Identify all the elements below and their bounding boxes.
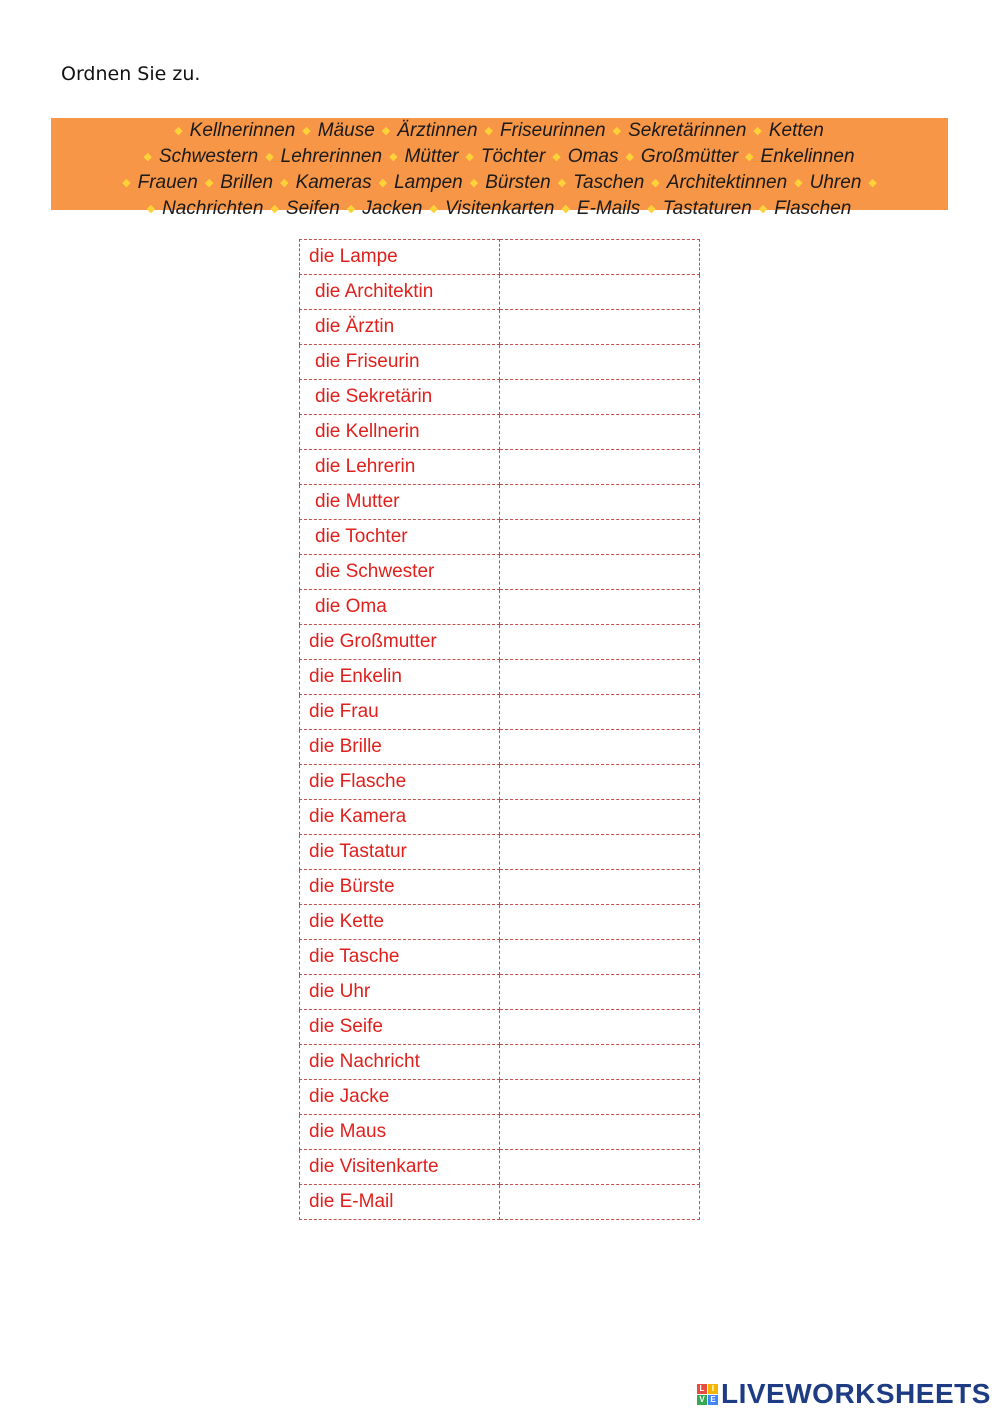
singular-word: die Friseurin xyxy=(300,345,500,380)
instruction-text: Ordnen Sie zu. xyxy=(61,63,201,85)
singular-word: die Schwester xyxy=(300,555,500,590)
word-bank-item: Nachrichten xyxy=(162,198,264,219)
word-bank-item: Frauen xyxy=(137,172,198,193)
singular-word: die Flasche xyxy=(300,765,500,800)
word-bank-item: E-Mails xyxy=(576,198,641,219)
table-row xyxy=(300,835,700,870)
plural-answer-field[interactable] xyxy=(500,625,700,660)
singular-word: die Seife xyxy=(300,1010,500,1045)
singular-word: die Kette xyxy=(300,905,500,940)
table-row xyxy=(300,1010,700,1045)
bullet-icon: ◆ xyxy=(552,151,561,163)
bullet-icon: ◆ xyxy=(469,177,479,189)
word-bank-item: Kellnerinnen xyxy=(189,120,296,141)
word-bank-item: Taschen xyxy=(573,172,645,193)
word-bank-line xyxy=(51,119,948,145)
plural-answer-field[interactable] xyxy=(500,240,700,275)
word-bank-item: Visitenkarten xyxy=(444,198,555,219)
table-row xyxy=(300,450,700,485)
word-bank xyxy=(51,118,948,219)
singular-word: die Tochter xyxy=(300,520,500,555)
word-bank-item: Ketten xyxy=(768,120,824,141)
liveworksheets-logo xyxy=(697,1378,991,1410)
plural-answer-field[interactable] xyxy=(500,835,700,870)
table-row xyxy=(300,485,700,520)
singular-word: die Enkelin xyxy=(300,660,500,695)
plural-answer-field[interactable] xyxy=(500,1080,700,1115)
bullet-icon: ◆ xyxy=(146,203,156,215)
logo-mark-cell: V xyxy=(697,1395,707,1405)
singular-word: die Architektin xyxy=(300,275,500,310)
bullet-icon: ◆ xyxy=(381,125,391,137)
word-bank-item: Friseurinnen xyxy=(500,120,606,141)
plural-answer-field[interactable] xyxy=(500,415,700,450)
word-bank-item: Mütter xyxy=(404,146,459,167)
table-row xyxy=(300,1185,700,1220)
bullet-icon: ◆ xyxy=(625,151,634,163)
table-row xyxy=(300,730,700,765)
plural-answer-field[interactable] xyxy=(500,870,700,905)
singular-word: die Lampe xyxy=(300,240,500,275)
bullet-icon: ◆ xyxy=(753,125,762,137)
bullet-icon: ◆ xyxy=(651,177,660,189)
bullet-icon: ◆ xyxy=(429,203,438,215)
singular-word: die Oma xyxy=(300,590,500,625)
table-row xyxy=(300,345,700,380)
singular-word: die Uhr xyxy=(300,975,500,1010)
bullet-icon: ◆ xyxy=(122,177,131,189)
bullet-icon: ◆ xyxy=(302,125,311,137)
singular-word: die Sekretärin xyxy=(300,380,500,415)
table-row xyxy=(300,310,700,345)
table-row xyxy=(300,940,700,975)
plural-answer-field[interactable] xyxy=(500,555,700,590)
plural-answer-field[interactable] xyxy=(500,1010,700,1045)
bullet-icon: ◆ xyxy=(557,177,567,189)
table-row xyxy=(300,1080,700,1115)
bullet-icon: ◆ xyxy=(204,177,214,189)
logo-mark-cell: I xyxy=(708,1384,718,1394)
singular-word: die Maus xyxy=(300,1115,500,1150)
plural-answer-field[interactable] xyxy=(500,345,700,380)
word-bank-item: Omas xyxy=(567,146,619,167)
plural-answer-field[interactable] xyxy=(500,1045,700,1080)
word-bank-item: Großmütter xyxy=(640,146,739,167)
bullet-icon: ◆ xyxy=(174,125,183,137)
plural-answer-field[interactable] xyxy=(500,660,700,695)
plural-answer-field[interactable] xyxy=(500,1185,700,1220)
table-row xyxy=(300,590,700,625)
table-row xyxy=(300,660,700,695)
singular-word: die Jacke xyxy=(300,1080,500,1115)
bullet-icon: ◆ xyxy=(280,177,289,189)
bullet-icon: ◆ xyxy=(484,125,494,137)
bullet-icon: ◆ xyxy=(561,203,570,215)
plural-answer-field[interactable] xyxy=(500,730,700,765)
plural-answer-field[interactable] xyxy=(500,275,700,310)
bullet-icon: ◆ xyxy=(868,177,877,189)
table-row xyxy=(300,695,700,730)
singular-word: die Großmutter xyxy=(300,625,500,660)
singular-word: die Kamera xyxy=(300,800,500,835)
word-bank-item: Töchter xyxy=(480,146,546,167)
singular-word: die Brille xyxy=(300,730,500,765)
word-bank-item: Kameras xyxy=(295,172,372,193)
bullet-icon: ◆ xyxy=(346,203,356,215)
plural-answer-field[interactable] xyxy=(500,590,700,625)
bullet-icon: ◆ xyxy=(745,151,754,163)
word-bank-item: Jacken xyxy=(362,198,423,219)
table-row xyxy=(300,415,700,450)
table-row xyxy=(300,380,700,415)
word-bank-item: Tastaturen xyxy=(662,198,752,219)
word-bank-item: Lehrerinnen xyxy=(280,146,383,167)
word-bank-line xyxy=(51,171,948,197)
bullet-icon: ◆ xyxy=(794,177,803,189)
word-bank-item: Ärztinnen xyxy=(397,120,478,141)
singular-word: die Bürste xyxy=(300,870,500,905)
bullet-icon: ◆ xyxy=(647,203,656,215)
singular-word: die E-Mail xyxy=(300,1185,500,1220)
table-row xyxy=(300,1045,700,1080)
table-row xyxy=(300,905,700,940)
table-row xyxy=(300,625,700,660)
plural-answer-field[interactable] xyxy=(500,975,700,1010)
plural-answer-field[interactable] xyxy=(500,380,700,415)
table-row xyxy=(300,800,700,835)
word-bank-item: Mäuse xyxy=(317,120,375,141)
bullet-icon: ◆ xyxy=(389,151,398,163)
bullet-icon: ◆ xyxy=(270,203,279,215)
plural-answer-field[interactable] xyxy=(500,450,700,485)
plural-answer-field[interactable] xyxy=(500,905,700,940)
singular-word: die Mutter xyxy=(300,485,500,520)
word-bank-line xyxy=(51,197,948,223)
word-bank-item: Enkelinnen xyxy=(760,146,855,167)
word-bank-item: Flaschen xyxy=(774,198,852,219)
logo-mark-icon xyxy=(697,1384,718,1405)
logo-mark-cell: L xyxy=(697,1384,707,1394)
table-row xyxy=(300,1150,700,1185)
singular-word: die Lehrerin xyxy=(300,450,500,485)
table-row xyxy=(300,240,700,275)
word-bank-line xyxy=(51,145,948,171)
logo-text: LIVEWORKSHEETS xyxy=(721,1378,991,1409)
word-bank-item: Schwestern xyxy=(158,146,259,167)
bullet-icon: ◆ xyxy=(612,125,622,137)
bullet-icon: ◆ xyxy=(465,151,474,163)
table-row xyxy=(300,870,700,905)
word-bank-item: Lampen xyxy=(394,172,463,193)
plural-answer-field[interactable] xyxy=(500,485,700,520)
table-row xyxy=(300,1115,700,1150)
bullet-icon: ◆ xyxy=(378,177,388,189)
word-bank-item: Uhren xyxy=(809,172,862,193)
singular-word: die Frau xyxy=(300,695,500,730)
bullet-icon: ◆ xyxy=(143,151,152,163)
singular-word: die Tasche xyxy=(300,940,500,975)
bullet-icon: ◆ xyxy=(758,203,768,215)
singular-word: die Kellnerin xyxy=(300,415,500,450)
plural-answer-field[interactable] xyxy=(500,695,700,730)
plural-answer-field[interactable] xyxy=(500,310,700,345)
table-row xyxy=(300,765,700,800)
table-row xyxy=(300,555,700,590)
table-row xyxy=(300,975,700,1010)
logo-mark-cell: E xyxy=(708,1395,718,1405)
word-bank-item: Architektinnen xyxy=(666,172,788,193)
plural-answer-field[interactable] xyxy=(500,940,700,975)
singular-word: die Nachricht xyxy=(300,1045,500,1080)
table-row xyxy=(300,520,700,555)
word-bank-item: Bürsten xyxy=(485,172,551,193)
singular-word: die Ärztin xyxy=(300,310,500,345)
plural-answer-field[interactable] xyxy=(500,765,700,800)
plural-answer-field[interactable] xyxy=(500,1150,700,1185)
word-bank-item: Seifen xyxy=(285,198,340,219)
word-bank-item: Brillen xyxy=(220,172,274,193)
singular-word: die Visitenkarte xyxy=(300,1150,500,1185)
table-row xyxy=(300,275,700,310)
word-bank-item: Sekretärinnen xyxy=(628,120,747,141)
plural-answer-field[interactable] xyxy=(500,800,700,835)
singular-word: die Tastatur xyxy=(300,835,500,870)
matching-table xyxy=(299,239,700,1220)
plural-answer-field[interactable] xyxy=(500,1115,700,1150)
plural-answer-field[interactable] xyxy=(500,520,700,555)
bullet-icon: ◆ xyxy=(265,151,274,163)
